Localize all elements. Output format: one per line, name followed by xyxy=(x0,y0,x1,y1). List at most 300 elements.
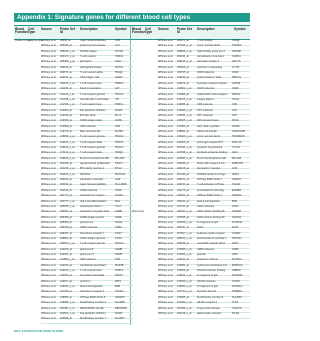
source-cell: Whitney et al. xyxy=(41,311,57,315)
probe-set-id-cell: 211144_x_at xyxy=(60,92,75,96)
description-cell: T cell receptor beta xyxy=(80,81,102,85)
source-cell: Whitney et al. xyxy=(158,220,174,224)
description-cell: SLAM family member 7 xyxy=(80,317,106,321)
description-cell: zeta-chain associated xyxy=(80,274,105,278)
source-cell: Whitney et al. xyxy=(158,274,174,278)
description-cell: GTPase IMAP family 2 xyxy=(197,194,223,198)
probe-set-id-cell: 218802_at xyxy=(177,129,189,133)
symbol-cell: CD3E xyxy=(115,215,122,219)
source-cell: Whitney et al. xyxy=(158,285,174,289)
probe-set-id-cell: 211005_at xyxy=(60,87,72,91)
probe-set-id-cell: 206804_at xyxy=(60,236,72,240)
description-cell: Fc fragment of IgG xyxy=(197,274,218,278)
symbol-cell: NOSIP xyxy=(232,124,240,128)
symbol-cell: IL7R xyxy=(232,167,238,171)
probe-set-id-cell: 204777_s_at xyxy=(60,199,75,203)
symbol-cell: CEBPD xyxy=(232,269,241,273)
source-cell: Whitney et al. xyxy=(41,210,57,214)
source-cell: Whitney et al. xyxy=(158,269,174,273)
source-cell: Whitney et al. xyxy=(158,55,174,59)
symbol-cell: CD14 xyxy=(232,204,239,208)
source-cell: Whitney et al. xyxy=(158,87,174,91)
symbol-cell: BCL11B xyxy=(115,156,125,160)
symbol-cell: TRA@ xyxy=(115,71,123,75)
source-cell: Whitney et al. xyxy=(41,253,57,256)
source-cell: Whitney et al. xyxy=(158,279,174,283)
probe-set-id-cell: 209670_at xyxy=(60,71,72,75)
probe-set-id-cell: 205758_at xyxy=(60,226,72,230)
symbol-cell: EPB41L3 xyxy=(232,263,243,267)
source-cell: Whitney et al. xyxy=(158,162,174,166)
symbol-cell: CD163 xyxy=(232,279,240,283)
symbol-cell: S100A8 xyxy=(232,210,241,214)
col-header-description-2: Description xyxy=(197,26,215,31)
probe-set-id-cell: 207426_s_at xyxy=(177,44,192,48)
source-cell: Whitney et al. xyxy=(41,151,57,155)
probe-set-id-cell: 206271_at xyxy=(177,39,189,42)
symbol-cell: RRAS2 xyxy=(232,92,241,96)
symbol-cell: GNLY xyxy=(115,60,122,64)
symbol-cell: SPHK1 xyxy=(115,65,124,69)
source-cell: Whitney et al. xyxy=(158,188,174,192)
description-cell: CCAAT/enhancer binding xyxy=(197,269,226,273)
source-cell: Whitney et al. xyxy=(41,215,57,219)
description-cell: IL2-inducible T-cell kinase xyxy=(80,97,109,101)
description-cell: cell adhesion molecule 1 xyxy=(197,55,225,59)
symbol-cell: SLAMF8 xyxy=(115,301,125,305)
description-cell: C-type lectin domain xyxy=(197,306,220,310)
symbol-cell: BTG2 xyxy=(115,167,122,171)
symbol-cell: LAT xyxy=(115,87,120,91)
probe-set-id-cell: 209606_at xyxy=(177,65,189,69)
probe-set-id-cell: 202524_s_at xyxy=(60,172,75,176)
source-cell: Whitney et al. xyxy=(41,135,57,139)
probe-set-id-cell: 209795_at xyxy=(177,71,189,75)
symbol-cell: IL11RA xyxy=(115,194,124,198)
probe-set-id-cell: 212589_at xyxy=(177,92,189,96)
description-cell: granulysin xyxy=(80,60,92,64)
description-cell: coiled-coil domain xyxy=(197,129,218,133)
probe-set-id-cell: 217950_at xyxy=(177,124,189,128)
description-cell: chemokine receptor 7 xyxy=(80,231,105,235)
probe-set-id-cell: 214617_at xyxy=(60,279,72,283)
description-cell: CD8A molecule xyxy=(80,226,98,230)
description-cell: T cell receptor gamma xyxy=(80,242,105,246)
description-cell: purinergic receptor P2Y xyxy=(197,140,224,144)
col-header-symbol-2: Symbol xyxy=(234,26,246,31)
symbol-cell: CD69 xyxy=(232,71,239,75)
source-cell: Whitney et al. xyxy=(158,210,174,214)
signature-genes-table xyxy=(14,25,250,328)
probe-set-id-cell: 220059_at xyxy=(60,162,72,166)
symbol-cell: LEF1 xyxy=(232,151,238,155)
description-cell: transcription factor 7 xyxy=(80,204,103,208)
description-cell: killer cell lectin-like xyxy=(80,129,101,133)
description-cell: Fc fragment of IgG xyxy=(197,220,218,224)
symbol-cell: LCK xyxy=(115,44,120,48)
probe-set-id-cell: 211284_s_at xyxy=(177,253,192,256)
symbol-cell: ZAP70 xyxy=(115,274,123,278)
source-cell: Whitney et al. xyxy=(41,140,57,144)
symbol-cell: STAP1 xyxy=(115,162,123,166)
symbol-cell: IKZF1 xyxy=(232,172,239,176)
description-cell: thromboxane A synthase 1 xyxy=(197,236,227,240)
col-header-description: Description xyxy=(80,26,98,31)
probe-set-id-cell: 206337_at xyxy=(60,231,72,235)
symbol-cell: SLAMF7 xyxy=(115,317,125,321)
probe-set-id-cell: 214551_s_at xyxy=(177,113,192,117)
description-cell: leukocyte Ig-like receptor xyxy=(197,231,225,235)
source-cell: Whitney et al. xyxy=(41,60,57,64)
probe-set-id-cell: 204118_at xyxy=(60,188,72,192)
description-cell: CD28 molecule xyxy=(197,87,215,91)
description-cell: CD3D antigen delta xyxy=(80,119,102,123)
probe-set-id-cell: 206118_at xyxy=(60,65,72,69)
source-cell: Whitney et al. xyxy=(41,167,57,171)
source-cell: Whitney et al. xyxy=(158,290,174,294)
probe-set-id-cell: 210164_at xyxy=(60,247,72,251)
probe-set-id-cell: 216950_s_at xyxy=(177,285,192,289)
probe-set-id-cell: 210279_at xyxy=(177,81,189,85)
probe-set-id-cell: 203233_at xyxy=(60,178,72,182)
probe-set-id-cell: 228071_at xyxy=(177,178,189,182)
source-cell: Whitney et al. xyxy=(41,295,57,299)
symbol-cell: TRBC1 xyxy=(115,55,124,59)
symbol-cell: CD6 xyxy=(232,103,238,107)
symbol-cell: TNFSF4 xyxy=(232,44,242,48)
description-cell: CD163 molecule xyxy=(197,279,216,283)
probe-set-id-cell: 205291_at xyxy=(60,210,72,214)
description-cell: nitric oxide synthase xyxy=(197,124,220,128)
description-cell: Fas apoptotic inhibitory xyxy=(80,108,106,112)
source-cell: Whitney et al. xyxy=(41,97,57,101)
probe-set-id-cell: 212681_at xyxy=(177,263,189,267)
description-cell: sphingosine kinase xyxy=(80,65,102,69)
probe-set-id-cell: 217733_s_at xyxy=(177,290,192,294)
symbol-cell: B2M xyxy=(115,285,121,289)
source-cell: Whitney et al. xyxy=(158,311,174,315)
probe-set-id-cell: 208130_s_at xyxy=(177,236,192,240)
probe-set-id-cell: 211796_s_at xyxy=(60,103,75,107)
source-cell: Whitney et al. xyxy=(41,220,57,224)
table-header xyxy=(14,25,250,40)
source-cell: Whitney et al. xyxy=(41,146,57,149)
probe-set-id-cell: 205495_s_at xyxy=(60,60,75,64)
source-cell: Whitney et al. xyxy=(158,226,174,230)
symbol-cell: CD7 xyxy=(232,113,238,117)
source-cell: Whitney et al. xyxy=(41,263,57,267)
source-cell: Whitney et al. xyxy=(41,39,57,42)
description-cell: T cell receptor delta xyxy=(80,140,102,144)
symbol-cell: TRBC1 xyxy=(115,269,124,273)
description-cell: Fc fragment of IgG xyxy=(197,285,218,289)
source-cell: Whitney et al. xyxy=(41,108,57,112)
blood-function-cell: Innate immune xyxy=(15,39,32,42)
source-cell: Whitney et al. xyxy=(41,103,57,107)
probe-set-id-cell: 205456_at xyxy=(60,215,72,219)
source-cell: Whitney et al. xyxy=(41,301,57,305)
description-cell: protein-tyrosine kinase xyxy=(80,44,106,48)
probe-set-id-cell: 231776_at xyxy=(177,188,189,192)
probe-set-id-cell: 214049_x_at xyxy=(177,108,192,112)
symbol-cell: PASK xyxy=(232,119,239,123)
description-cell: granzyme A xyxy=(80,220,94,224)
probe-set-id-cell: 214511_x_at xyxy=(177,274,192,278)
probe-set-id-cell: 203535_at xyxy=(177,215,189,219)
symbol-cell: CD79A xyxy=(115,49,124,53)
col-header-symbol: Symbol xyxy=(115,26,127,31)
description-cell: beta-2-microglobulin xyxy=(197,199,220,203)
probe-set-id-cell: 209813_x_at xyxy=(60,242,75,246)
probe-set-id-cell: 217143_s_at xyxy=(60,151,75,155)
description-cell: granulin xyxy=(197,253,206,256)
source-cell: Whitney et al. xyxy=(41,194,57,198)
source-cell: Whitney et al. xyxy=(158,103,174,107)
source-cell: Whitney et al. xyxy=(41,113,57,117)
col-header-probe-set-id-2: Probe Set ID xyxy=(177,26,192,35)
source-cell: Whitney et al. xyxy=(158,119,174,123)
source-cell: Whitney et al. xyxy=(41,172,57,176)
source-cell: Whitney et al. xyxy=(41,65,57,69)
probe-set-id-cell: 203932_at xyxy=(60,183,72,187)
description-cell: major histocompatibility xyxy=(80,39,106,42)
probe-set-id-cell: 205255_x_at xyxy=(60,204,75,208)
symbol-cell: BCL11B xyxy=(232,156,242,160)
description-cell: interleukin 2 receptor beta xyxy=(80,210,109,214)
description-cell: CD7 molecule xyxy=(197,113,213,117)
symbol-cell: GRN xyxy=(232,253,238,256)
probe-set-id-cell: 218805_at xyxy=(60,295,72,299)
probe-set-id-cell: 210915_x_at xyxy=(60,81,75,85)
source-cell: Whitney et al. xyxy=(41,162,57,166)
symbol-cell: TRD@ xyxy=(115,151,123,155)
description-cell: chemokine receptor 4 xyxy=(80,290,105,294)
probe-set-id-cell: 205049_s_at xyxy=(60,49,75,53)
description-cell: beta-2-microglobulin xyxy=(80,285,103,289)
symbol-cell: TRGC2 xyxy=(115,242,124,246)
symbol-cell: ITGAL xyxy=(232,97,240,101)
probe-set-id-cell: 210321_at xyxy=(60,253,72,256)
description-cell: T-cell receptor xyxy=(80,55,96,59)
source-cell: Whitney et al. xyxy=(41,183,57,187)
source-cell: Whitney et al. xyxy=(41,178,57,182)
symbol-cell: DENND2D xyxy=(115,306,128,310)
source-cell: Whitney et al. xyxy=(158,247,174,251)
cell-type-cell: Lympho-cytes xyxy=(28,39,44,42)
symbol-cell: CCDC109B xyxy=(232,129,246,133)
symbol-cell: HMGB2 xyxy=(232,49,241,53)
source-cell: Whitney et al. xyxy=(158,204,174,208)
symbol-cell: GIMAP5 xyxy=(115,295,125,299)
description-cell: adenylate cyclase 6 xyxy=(197,60,219,64)
source-cell: Whitney et al. xyxy=(158,108,174,112)
description-cell: erythrocyte membrane prot. xyxy=(197,263,228,267)
description-cell: CD14 molecule xyxy=(197,204,215,208)
source-cell: Whitney et al. xyxy=(41,76,57,80)
description-cell: eomesodermin homolog xyxy=(197,188,224,192)
source-cell: Whitney et al. xyxy=(158,253,174,256)
source-cell: Whitney et al. xyxy=(41,49,57,53)
description-cell: S100 calcium binding A9 xyxy=(197,215,225,219)
probe-set-id-cell: 202917_s_at xyxy=(177,210,192,214)
symbol-cell: TRGC2 xyxy=(115,135,124,139)
source-cell: Whitney et al. xyxy=(41,274,57,278)
symbol-cell: CD3D xyxy=(115,119,122,123)
probe-set-id-cell: 209031_at xyxy=(177,55,189,59)
description-cell: neutrophil cytosolic factor xyxy=(197,242,226,246)
symbol-cell: CTLA4 xyxy=(232,146,240,149)
symbol-cell: PRKCQ xyxy=(232,76,241,80)
symbol-cell: CD7 xyxy=(232,108,238,112)
symbol-cell: LILRB2 xyxy=(232,231,241,235)
probe-set-id-cell: 211893_x_at xyxy=(60,258,75,262)
source-cell: Whitney et al. xyxy=(158,129,174,133)
probe-set-id-cell: 212418_at xyxy=(60,113,72,117)
symbol-cell: ITK xyxy=(115,97,119,101)
probe-set-id-cell: 221601_s_at xyxy=(60,311,75,315)
description-cell: IKAROS family zinc finger xyxy=(197,172,226,176)
source-cell: Whitney et al. xyxy=(158,183,174,187)
description-cell: GTPase IMAP family 5 xyxy=(80,295,106,299)
col-header-source: Source xyxy=(41,26,52,31)
probe-set-id-cell: 212400_at xyxy=(60,108,72,112)
description-cell: Fas apoptotic inhibitory xyxy=(80,311,106,315)
source-cell: Whitney et al. xyxy=(158,146,174,149)
probe-set-id-cell: 213475_s_at xyxy=(177,97,192,101)
description-cell: toll-like receptor 4 xyxy=(197,301,217,305)
probe-set-id-cell: 209949_at xyxy=(177,242,189,246)
probe-set-id-cell: 38060_at xyxy=(60,39,71,42)
symbol-cell: FAIM3 xyxy=(115,108,123,112)
description-cell: B-cell CLL/lymphoma 11B xyxy=(80,156,109,160)
description-cell: B-cell CLL/lymphoma 11B xyxy=(197,156,226,160)
description-cell: CD69 molecule xyxy=(197,71,215,75)
symbol-cell: CD8A xyxy=(115,226,122,230)
source-cell: Whitney et al. xyxy=(41,156,57,160)
probe-set-id-cell: 210895_s_at xyxy=(177,247,192,251)
probe-set-id-cell: 210038_at xyxy=(177,76,189,80)
symbol-cell: CCR7 xyxy=(115,231,122,235)
source-cell: Whitney et al. xyxy=(41,231,57,235)
description-cell: cytotoxic T-lymphocyte xyxy=(197,146,223,149)
col-header-blood-function-2: Blood Function xyxy=(132,26,146,35)
description-cell: perforin 1 xyxy=(80,279,91,283)
col-header-cell-type: Cell Type xyxy=(28,26,36,35)
probe-set-id-cell: 221698_s_at xyxy=(177,306,192,310)
probe-set-id-cell: 227346_at xyxy=(177,172,189,176)
source-cell: Whitney et al. xyxy=(41,124,57,128)
symbol-cell: PILRA xyxy=(232,311,240,315)
description-cell: GTPase IMAP family 7 xyxy=(197,178,223,182)
source-cell: Whitney et al. xyxy=(158,44,174,48)
source-cell: Whitney et al. xyxy=(158,39,174,42)
description-cell: S100 calcium binding A8 xyxy=(197,210,225,214)
description-cell: major histocompatibility xyxy=(80,183,106,187)
symbol-cell: CD3G xyxy=(115,236,122,240)
source-cell: Whitney et al. xyxy=(41,242,57,246)
probe-set-id-cell: 221081_s_at xyxy=(60,306,75,310)
symbol-cell: TRBC1 xyxy=(115,103,124,107)
col-header-blood-function: Blood Function xyxy=(15,26,29,35)
symbol-cell: CLEC7A xyxy=(232,306,242,310)
probe-set-id-cell: 214032_at xyxy=(60,274,72,278)
source-cell: Whitney et al. xyxy=(158,156,174,160)
description-cell: tumor necrosis factor xyxy=(197,135,221,139)
col-header-probe-set-id: Probe Set ID xyxy=(60,26,75,35)
source-cell: Whitney et al. xyxy=(158,167,174,171)
probe-set-id-cell: 219423_x_at xyxy=(177,135,192,139)
source-cell: Whitney et al. xyxy=(41,317,57,321)
description-cell: protein kinase C theta xyxy=(197,76,222,80)
description-cell: mal T-cell differentiation xyxy=(80,199,107,203)
source-cell: Whitney et al. xyxy=(41,87,57,91)
source-cell: Whitney et al. xyxy=(158,306,174,310)
probe-set-id-cell: 217028_at xyxy=(60,290,72,294)
probe-set-id-cell: 214470_at xyxy=(60,129,72,133)
description-cell: CD48 molecule xyxy=(80,188,98,192)
description-cell: related RAS viral oncogene xyxy=(197,92,228,96)
probe-set-id-cell: 223058_at xyxy=(177,162,189,166)
source-cell: Whitney et al. xyxy=(41,188,57,192)
probe-set-id-cell: 222895_s_at xyxy=(177,156,192,160)
description-cell: SPOCK2 xyxy=(80,172,91,176)
probe-set-id-cell: 216945_x_at xyxy=(177,119,192,123)
probe-set-id-cell: 221558_s_at xyxy=(177,151,192,155)
source-cell: Whitney et al. xyxy=(158,124,174,128)
probe-set-id-cell: 201743_at xyxy=(177,204,189,208)
symbol-cell: TRGC2 xyxy=(115,92,124,96)
source-cell: Whitney et al. xyxy=(41,199,57,203)
symbol-cell: GZMB xyxy=(115,247,123,251)
source-cell: Whitney et al. xyxy=(41,55,57,59)
symbol-cell: NCF2 xyxy=(232,242,239,246)
symbol-cell: SLAMF8 xyxy=(232,295,242,299)
description-cell: PAS domain kinase xyxy=(197,119,219,123)
col-header-source-2: Source xyxy=(158,26,169,31)
source-cell: Whitney et al. xyxy=(158,60,174,64)
description-cell: CD3 antigen zeta xyxy=(80,76,100,80)
probe-set-id-cell: 207697_x_at xyxy=(177,231,192,235)
description-cell: signal-induced proliferation xyxy=(80,162,110,166)
description-cell: SLAM family member 8 xyxy=(197,295,223,299)
symbol-cell: CD28 xyxy=(232,87,239,91)
symbol-cell: CD6 xyxy=(115,124,121,128)
description-cell: granzyme B xyxy=(80,247,94,251)
symbol-cell: SPOCK2 xyxy=(115,172,126,176)
source-cell: Whitney et al. xyxy=(41,71,57,75)
symbol-cell: FAM107B xyxy=(232,162,243,166)
symbol-cell: CD4 xyxy=(115,39,121,42)
probe-set-id-cell: 213958_at xyxy=(60,124,72,128)
source-cell: Whitney et al. xyxy=(41,129,57,133)
symbol-cell: CD86 xyxy=(232,247,239,251)
description-cell: thymosin beta 10 xyxy=(197,290,217,294)
probe-set-id-cell: 232024_at xyxy=(177,194,189,198)
source-cell: Whitney et al. xyxy=(41,290,57,294)
source-cell: Whitney et al. xyxy=(158,71,174,75)
source-cell: Whitney et al. xyxy=(158,92,174,96)
source-cell: Whitney et al. xyxy=(158,215,174,219)
source-cell: Whitney et al. xyxy=(41,285,57,289)
source-cell: Whitney et al. xyxy=(41,269,57,273)
symbol-cell: EOMES xyxy=(232,188,242,192)
source-cell: Whitney et al. xyxy=(158,172,174,176)
symbol-cell: TNFRSF25 xyxy=(232,135,245,139)
source-cell: Whitney et al. xyxy=(158,135,174,139)
probe-set-id-cell: 222838_at xyxy=(60,317,72,321)
description-cell: CD79A antigen xyxy=(80,49,97,53)
probe-set-id-cell: 203474_s_at xyxy=(60,55,75,59)
